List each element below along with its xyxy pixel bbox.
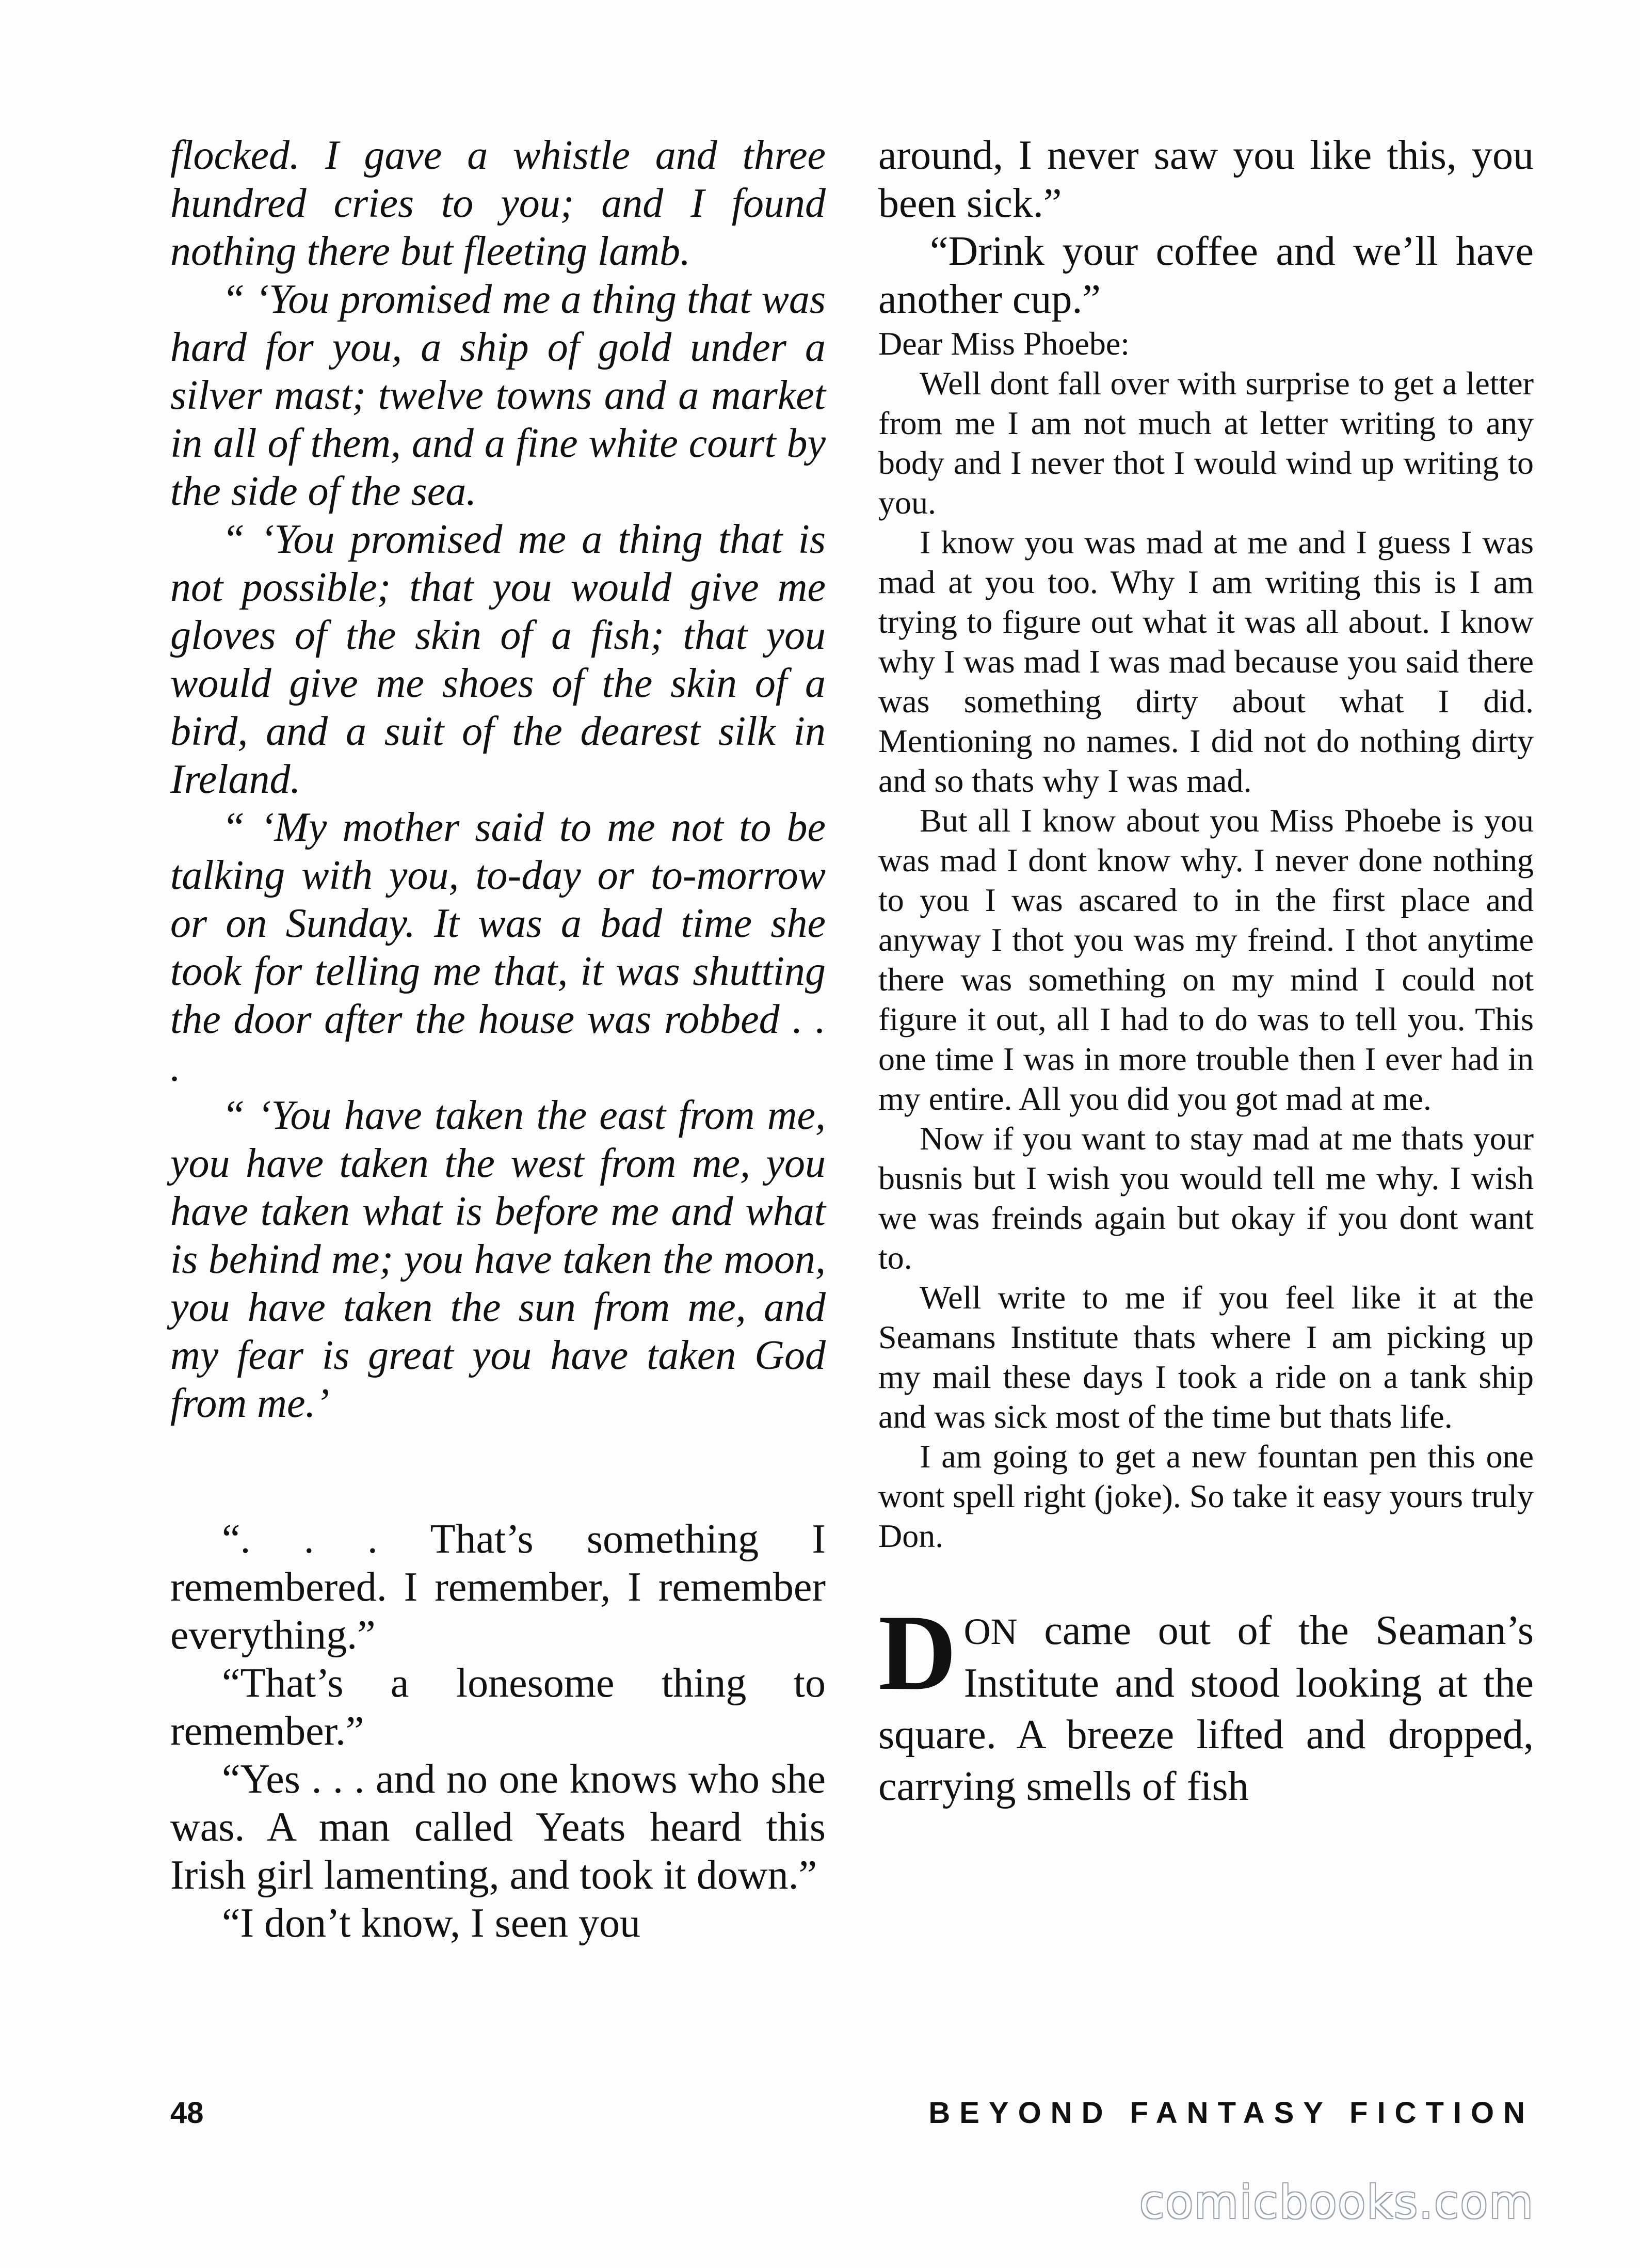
letter-paragraph: Well write to me if you feel like it at the Seamans Institute thats where I am picking up my mail these days I took a ride on a tank ship and was sick most of the time but thats life. <box>878 1279 1534 1435</box>
running-head: BEYOND FANTASY FICTION <box>928 2096 1534 2130</box>
verse-paragraph: “ ‘My mother said to me not to be talking with you, to-day or to-morrow or on Sunday. It was a bad time she took for telling me that, it was shutting the door after the house was robbed . . . <box>170 805 826 1090</box>
verse-paragraph: “ ‘You promised me a thing that is not possible; that you would give me gloves of the skin of a fish; that you would give me shoes of the skin of a bird, and a suit of the dearest silk in Ireland. <box>170 517 826 802</box>
dialogue-paragraph: “. . . That’s something I remembered. I remember, I remember everything.” <box>170 1516 826 1658</box>
closing-paragraph <box>878 1593 1534 1812</box>
left-column <box>170 132 826 1947</box>
watermark-logo: comicbooks.com <box>1139 2176 1534 2229</box>
verse-paragraph: “ ‘You promised me a thing that was hard for you, a ship of gold under a silver mast; twelve towns and a market in all of them, and a fine white court by the side of the sea. <box>170 277 826 514</box>
page-number: 48 <box>170 2096 204 2130</box>
verse-block <box>170 132 826 1428</box>
dialogue-block <box>170 1515 826 1947</box>
section-break <box>170 1428 826 1515</box>
closing-text: came out of the Seaman’s Institute and stood looking at the square. A breeze lifted and dropped, carrying smells of fish <box>878 1608 1534 1809</box>
dialogue-block <box>878 132 1534 324</box>
verse-paragraph: “ ‘You have taken the east from me, you have taken the west from me, you have taken what is before me and what is behind me; you have taken the moon, you have taken the sun from me, and my fear is great you have taken God from me.’ <box>170 1093 826 1426</box>
letter-paragraph: Now if you want to stay mad at me thats your busnis but I wish you would tell me why. I wish we was freinds again but okay if you dont want to. <box>878 1120 1534 1276</box>
letter-paragraph: Well dont fall over with surprise to get a letter from me I am not much at letter writing to any body and I never thot I would wind up writing to you. <box>878 365 1534 521</box>
verse-paragraph: flocked. I gave a whistle and three hundred cries to you; and I found nothing there but fleeting lamb. <box>170 133 826 274</box>
letter-block <box>878 324 1534 1556</box>
drop-cap: D <box>878 1593 957 1713</box>
letter-paragraph: But all I know about you Miss Phoebe is you was mad I dont know why. I never done nothing to you I was ascared to in the first place and anyway I thot you was my freind. I thot anytime there was something on my mind I could not figure it out, all I had to do was to tell you. This one time I was in more trouble then I ever had in my entire. All you did you got mad at me. <box>878 802 1534 1117</box>
dialogue-paragraph: “Yes . . . and no one knows who she was. A man called Yeats heard this Irish girl lamenting, and took it down.” <box>170 1756 826 1898</box>
dialogue-paragraph: “Drink your coffee and we’ll have another cup.” <box>878 229 1534 322</box>
dialogue-paragraph: “That’s a lonesome thing to remember.” <box>170 1660 826 1754</box>
letter-paragraph: I am going to get a new fountan pen this one wont spell right (joke). So take it easy yours truly Don. <box>878 1438 1534 1554</box>
right-column <box>878 132 1534 1854</box>
dialogue-paragraph: “I don’t know, I seen you <box>222 1900 640 1946</box>
letter-salutation: Dear Miss Phoebe: <box>878 325 1130 362</box>
small-caps-lead: ON <box>963 1611 1018 1652</box>
letter-paragraph: I know you was mad at me and I guess I was mad at you too. Why I am writing this is I am trying to figure out what it was all about. I know why I was mad I was mad because you said there was something dirty about what I did. Mentioning no names. I did not do nothing dirty and so thats why I was mad. <box>878 524 1534 799</box>
dialogue-paragraph: around, I never saw you like this, you been sick.” <box>878 133 1534 226</box>
